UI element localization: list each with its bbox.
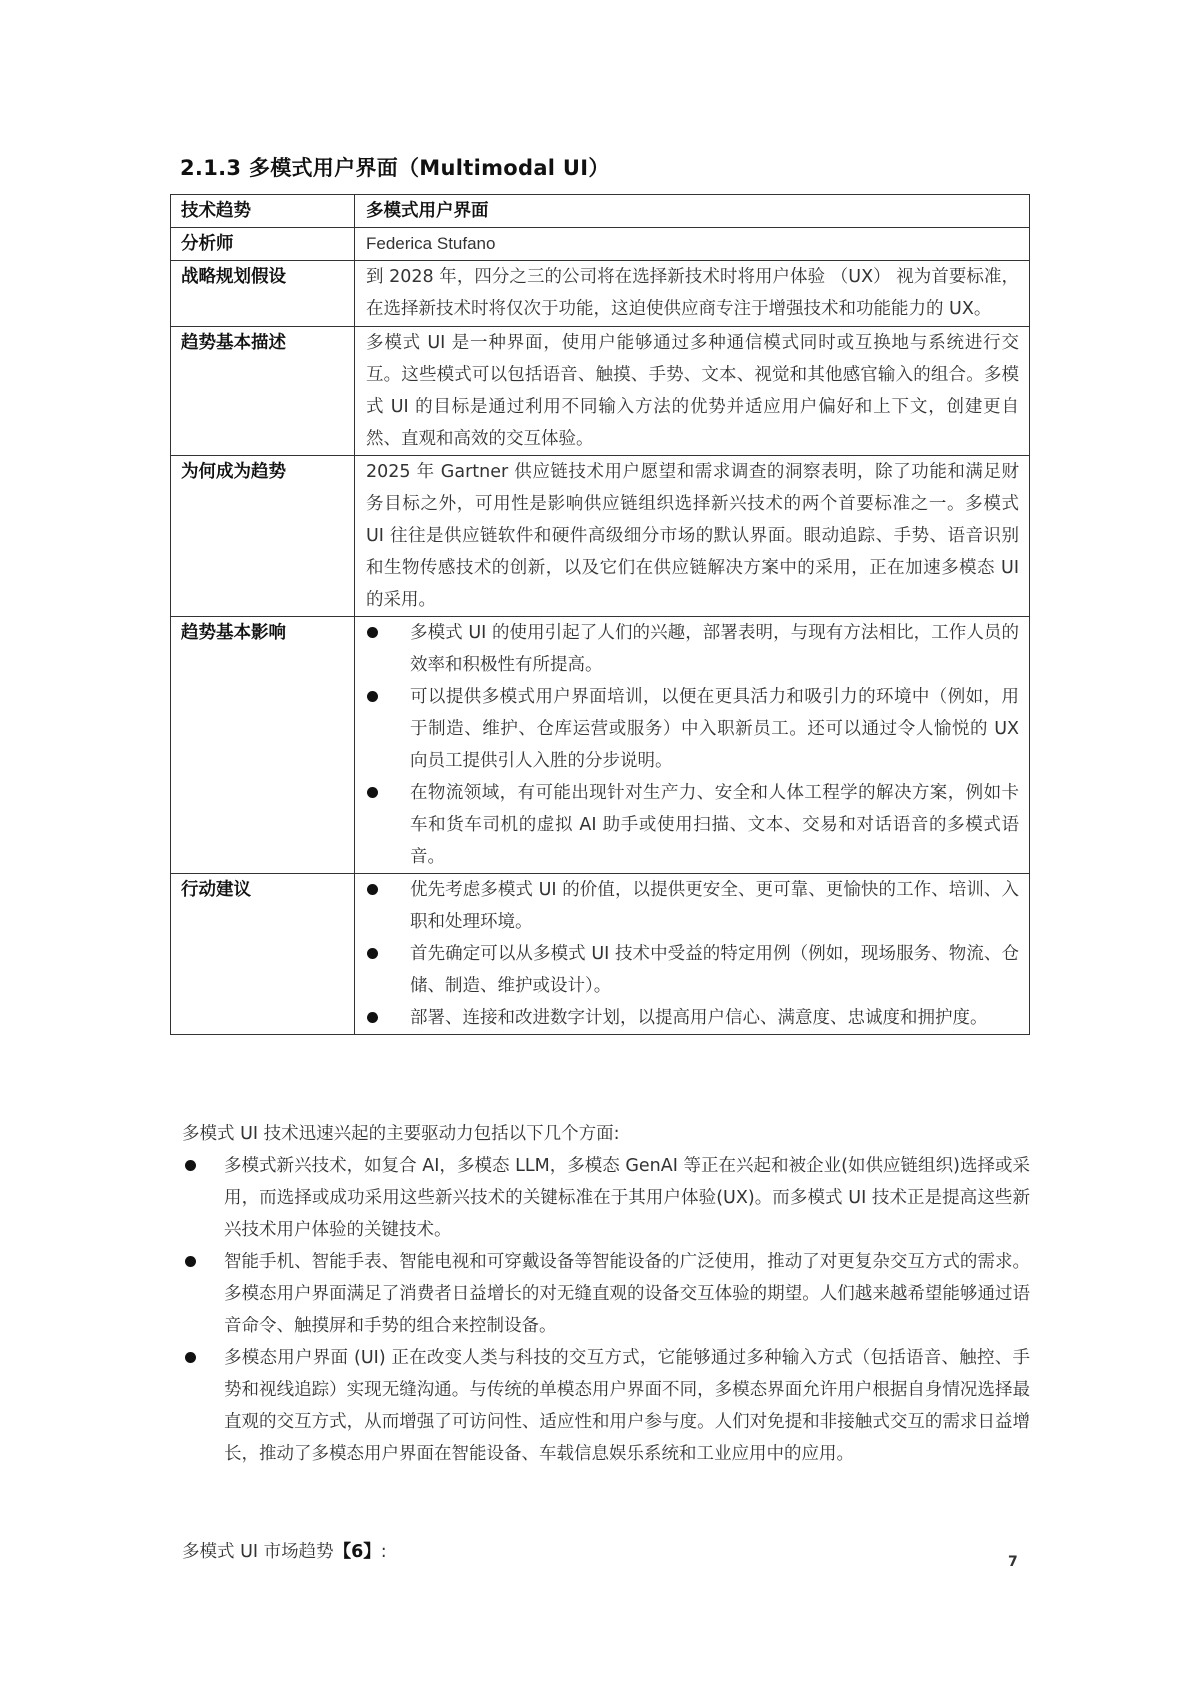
row-value-analyst: Federica Stufano <box>355 228 1030 261</box>
bullet-icon <box>367 884 378 895</box>
citation-ref: 【6】 <box>333 1542 381 1562</box>
row-value-tech-trend: 多模式用户界面 <box>355 195 1030 228</box>
table-row <box>171 617 1030 874</box>
bullet-icon <box>367 1012 378 1023</box>
table-row <box>171 261 1030 327</box>
bullet-icon <box>185 1352 196 1363</box>
market-trend-colon: : <box>380 1542 387 1562</box>
market-trend-label: 多模式 UI 市场趋势 <box>182 1542 334 1562</box>
bullet-icon <box>185 1256 196 1267</box>
market-trend-heading <box>182 1536 387 1568</box>
table-row <box>171 327 1030 456</box>
impact-list <box>366 617 1019 873</box>
bullet-icon <box>185 1160 196 1171</box>
table-row <box>171 195 1030 228</box>
page-number: 7 <box>1008 1554 1018 1570</box>
list-item: 多模式 UI 的使用引起了人们的兴趣，部署表明，与现有方法相比，工作人员的效率和积极性有所提高。 <box>366 617 1019 681</box>
list-item: 多模式新兴技术，如复合 AI，多模态 LLM，多模态 GenAI 等正在兴起和被企业(如供应链组织)选择或采用，而选择或成功采用这些新兴技术的关键标准在于其用户体验(UX)。而多模式 UI 技术正是提高这些新兴技术用户体验的关键技术。 <box>182 1150 1030 1246</box>
list-item: 部署、连接和改进数字计划，以提高用户信心、满意度、忠诚度和拥护度。 <box>366 1002 1019 1034</box>
bullet-icon <box>367 691 378 702</box>
row-label-why-trending: 为何成为趋势 <box>171 456 355 617</box>
list-item: 多模态用户界面 (UI) 正在改变人类与科技的交互方式，它能够通过多种输入方式（包括语音、触控、手势和视线追踪）实现无缝沟通。与传统的单模态用户界面不同，多模态界面允许用户根据自身情况选择最直观的交互方式，从而增强了可访问性、适应性和用户参与度。人们对免提和非接触式交互的需求日益增长，推动了多模态用户界面在智能设备、车载信息娱乐系统和工业应用中的应用。 <box>182 1342 1030 1470</box>
table-row <box>171 456 1030 617</box>
drivers-list <box>182 1150 1030 1470</box>
bullet-icon <box>367 627 378 638</box>
row-label-recommendations: 行动建议 <box>171 874 355 1035</box>
row-label-planning-assumption: 战略规划假设 <box>171 261 355 327</box>
list-item: 在物流领域，有可能出现针对生产力、安全和人体工程学的解决方案，例如卡车和货车司机的虚拟 AI 助手或使用扫描、文本、交易和对话语音的多模式语音。 <box>366 777 1019 873</box>
row-value-why-trending: 2025 年 Gartner 供应链技术用户愿望和需求调查的洞察表明，除了功能和满足财务目标之外，可用性是影响供应链组织选择新兴技术的两个首要标准之一。多模式 UI 往往是供应链软件和硬件高级细分市场的默认界面。眼动追踪、手势、语音识别和生物传感技术的创新，以及它们在供应链解决方案中的采用，正在加速多模态 UI 的采用。 <box>355 456 1030 617</box>
row-label-tech-trend: 技术趋势 <box>171 195 355 228</box>
recommendations-list <box>366 874 1019 1034</box>
bullet-icon <box>367 787 378 798</box>
list-item: 优先考虑多模式 UI 的价值，以提供更安全、更可靠、更愉快的工作、培训、入职和处理环境。 <box>366 874 1019 938</box>
row-label-impact: 趋势基本影响 <box>171 617 355 874</box>
list-item: 智能手机、智能手表、智能电视和可穿戴设备等智能设备的广泛使用，推动了对更复杂交互方式的需求。多模态用户界面满足了消费者日益增长的对无缝直观的设备交互体验的期望。人们越来越希望能够通过语音命令、触摸屏和手势的组合来控制设备。 <box>182 1246 1030 1342</box>
table-row <box>171 228 1030 261</box>
row-value-recommendations <box>355 874 1030 1035</box>
list-item: 首先确定可以从多模式 UI 技术中受益的特定用例（例如，现场服务、物流、仓储、制造、维护或设计）。 <box>366 938 1019 1002</box>
row-value-planning-assumption: 到 2028 年，四分之三的公司将在选择新技术时将用户体验 （UX） 视为首要标准，在选择新技术时将仅次于功能，这迫使供应商专注于增强技术和功能能力的 UX。 <box>355 261 1030 327</box>
table-row <box>171 874 1030 1035</box>
section-title: 2.1.3 多模式用户界面（Multimodal UI） <box>180 156 610 180</box>
bullet-icon <box>367 948 378 959</box>
row-value-description: 多模式 UI 是一种界面，使用户能够通过多种通信模式同时或互换地与系统进行交互。这些模式可以包括语音、触摸、手势、文本、视觉和其他感官输入的组合。多模式 UI 的目标是通过利用不同输入方法的优势并适应用户偏好和上下文，创建更自然、直观和高效的交互体验。 <box>355 327 1030 456</box>
list-item: 可以提供多模式用户界面培训，以便在更具活力和吸引力的环境中（例如，用于制造、维护、仓库运营或服务）中入职新员工。还可以通过令人愉悦的 UX 向员工提供引人入胜的分步说明。 <box>366 681 1019 777</box>
row-label-analyst: 分析师 <box>171 228 355 261</box>
row-value-impact <box>355 617 1030 874</box>
trend-table <box>170 194 1030 1035</box>
row-label-description: 趋势基本描述 <box>171 327 355 456</box>
drivers-intro: 多模式 UI 技术迅速兴起的主要驱动力包括以下几个方面: <box>182 1124 620 1144</box>
